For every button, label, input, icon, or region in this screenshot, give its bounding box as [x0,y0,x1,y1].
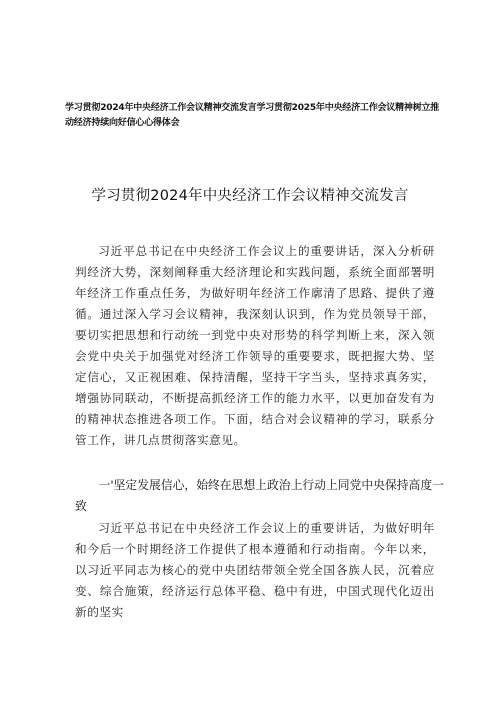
document-header: 学习贯彻2024年中央经济工作会议精神交流发言学习贯彻2025年中央经济工作会议精神树立推动经济持续向好信心心得体会 [65,103,440,128]
body-paragraph-2: 习近平总书记在中央经济工作会议上的重要讲话，为做好明年和今后一个时期经济工作提供了根本遵循和行动指南。今年以来，以习近平同志为核心的党中央团结带领全党全国各族人民，沉着应变、综合施策，经济运行总体平稳、稳中有进，中国式现代化迈出新的坚实 [75,521,435,619]
document-title: 学习贯彻2024年中央经济工作会议精神交流发言 [91,188,409,204]
section-heading: 一'坚定发展信心，始终在思想上政治上行动上同党中央保持高度一致 [75,478,444,513]
body-paragraph-1: 习近平总书记在中央经济工作会议上的重要讲话，深入分析研判经济大势，深刻阐释重大经济理论和实践问题，系统全面部署明年经济工作重点任务，为做好明年经济工作廓清了思路、提供了遵循。通过深入学习会议精神，我深刻认识到，作为党员领导干部，要切实把思想和行动统一到党中央对形势的科学判断上来，深入领会党中央关于加强党对经济工作领导的重要要求，既把握大势、坚定信心，又正视困难、保持清醒，坚持干字当头，坚持求真务实，增强协同联动，不断提高抓经济工作的能力水平，以更加奋发有为的精神状态推进各项工作。下面，结合对会议精神的学习，联系分管工作，讲几点贯彻落实意见。 [75,244,435,447]
